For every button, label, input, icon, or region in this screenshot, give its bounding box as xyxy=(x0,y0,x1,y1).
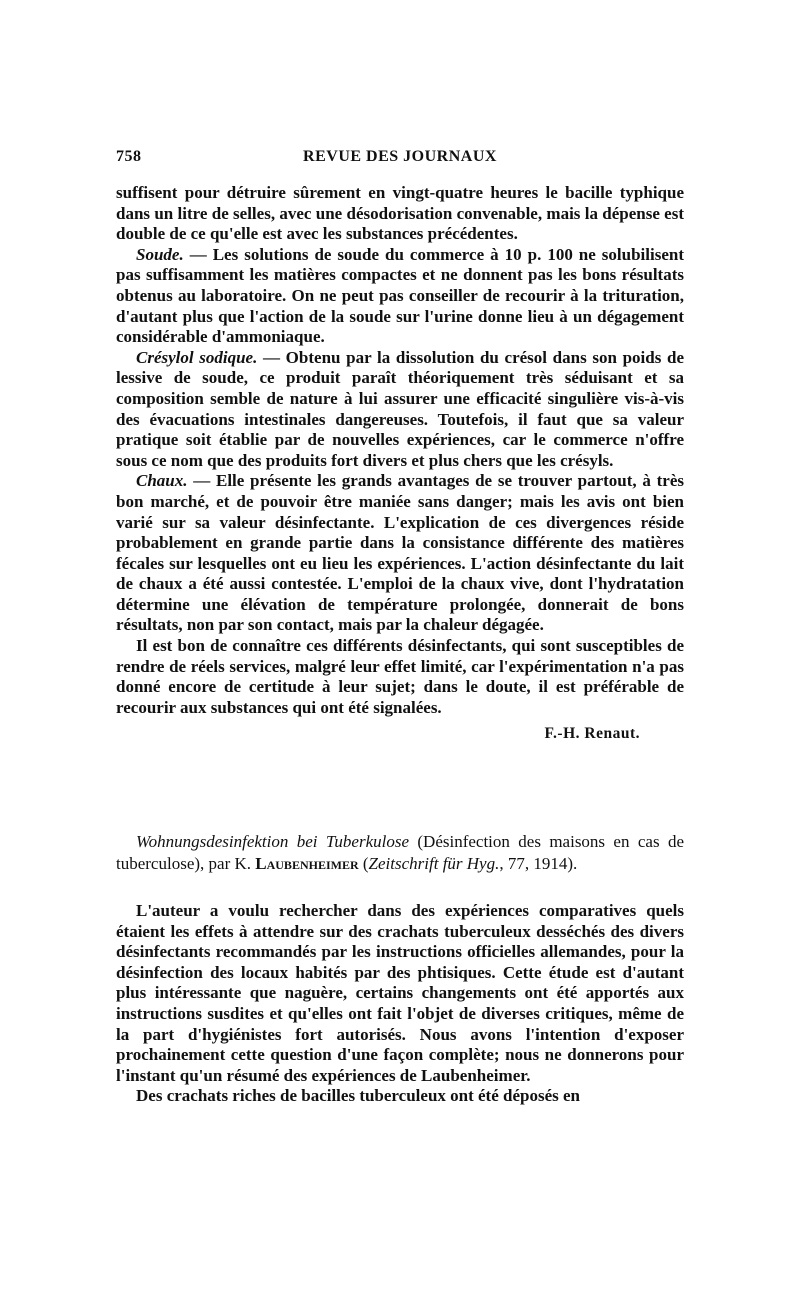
review-paragraph-1: L'auteur a voulu rechercher dans des expériences comparatives quels étaient les effets à attendre sur des crachats tuberculeux desséchés des divers désinfectants recommandés par les instructions officielles allemandes, pour la désinfection des locaux habités par des phtisiques. Cette étude est d'autant plus intéressante que naguère, certains changements ont été apportés aux instructions susdites et qu'elles ont fait l'objet de diverses critiques, même de la part d'hygiénistes fort autorisés. Nous avons l'intention d'exposer prochainement cette question d'une façon complète; nous ne donnerons pour l'instant qu'un résumé des expériences de Laubenheimer. xyxy=(116,901,684,1085)
section-review-body xyxy=(116,901,684,1107)
cresylol-label: Crésylol sodique. xyxy=(136,347,258,367)
soude-text: — Les solutions de soude du commerce à 10 p. 100 ne solubilisent pas suffisamment les matières compactes et ne donnent pas les bons résultats obtenus au laboratoire. On ne peut pas conseiller de recourir à la trituration, d'autant plus que l'action de la soude sur l'urine donne lieu à un dégagement considérable d'ammoniaque. xyxy=(116,244,684,347)
review-author: Laubenheimer xyxy=(255,854,359,873)
signature: F.-H. Renaut. xyxy=(544,725,640,743)
chaux-label: Chaux. xyxy=(136,471,188,491)
review-heading xyxy=(116,831,684,875)
paragraph-cresylol xyxy=(116,348,684,472)
review-title-german: Wohnungsdesinfektion bei Tuberkulose xyxy=(136,832,409,851)
paragraph-conclusion: Il est bon de connaître ces différents désinfectants, qui sont susceptibles de rendre de réels services, malgré leur effet limité, car l'expérimentation n'a pas donné encore de certitude à leur sujet; dans le doute, il est préférable de recourir aux substances qui ont été signalées. xyxy=(116,636,684,717)
running-title: REVUE DES JOURNAUX xyxy=(303,148,497,165)
journal-name: Zeitschrift für Hyg. xyxy=(368,854,500,873)
page-header xyxy=(116,148,684,172)
paragraph-soude xyxy=(116,245,684,348)
review-title-french: (Désinfection des maisons en cas de tuberculose), par K. xyxy=(116,832,684,873)
review-citation xyxy=(116,831,684,875)
review-paragraph-2: Des crachats riches de bacilles tuberculeux ont été déposés en xyxy=(136,1086,580,1106)
soude-label: Soude. xyxy=(136,244,184,264)
paragraph-continued: suffisent pour détruire sûrement en vingt-quatre heures le bacille typhique dans un litre de selles, avec une désodorisation convenable, mais la dépense est double de ce qu'elle est avec les substances précédentes. xyxy=(116,183,684,244)
citation-open: ( xyxy=(358,854,369,873)
citation-rest: , 77, 1914). xyxy=(499,854,578,873)
chaux-text: — Elle présente les grands avantages de se trouver partout, à très bon marché, et de pouvoir être maniée sans danger; mais les avis ont bien varié sur sa valeur désinfectante. L'explication de ces divergences réside probablement en grande partie dans la consistance différente des matières fécales sur lesquelles ont eu lieu les expériences. L'action désinfectante du lait de chaux a été aussi contestée. L'emploi de la chaux vive, dont l'hydratation détermine une élévation de température prolongée, donnerait de bons résultats, non par son contact, mais par la chaleur dégagée. xyxy=(116,471,684,635)
section-disinfectants xyxy=(116,183,684,745)
cresylol-text: — Obtenu par la dissolution du crésol dans son poids de lessive de soude, ce produit paraît théoriquement très séduisant et sa composition semble de nature à lui assurer une efficacité singulière vis-à-vis des évacuations intestinales dangereuses. Toutefois, il faut que sa valeur pratique soit établie par de nouvelles expériences, car le commerce n'offre sous ce nom que des produits fort divers et plus chers que les crésyls. xyxy=(116,347,684,470)
page-number: 758 xyxy=(116,148,142,165)
paragraph-chaux xyxy=(116,471,684,636)
